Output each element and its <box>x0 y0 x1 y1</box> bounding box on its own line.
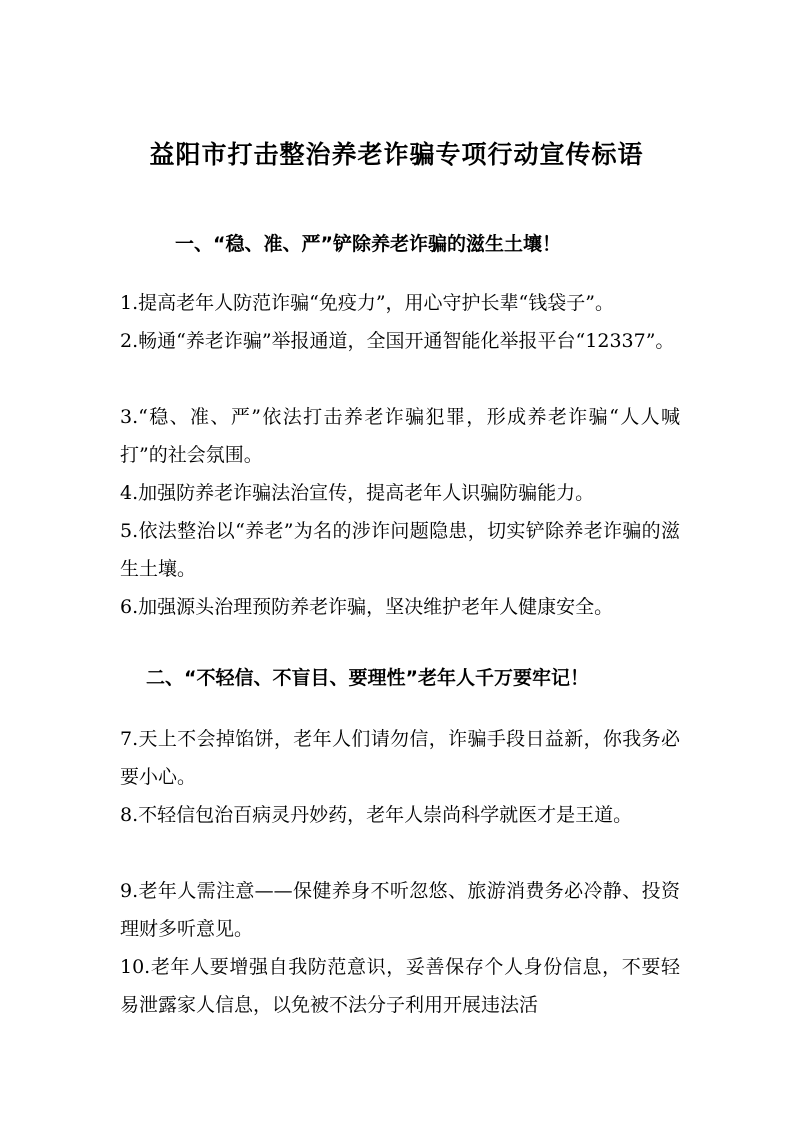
section-heading-2: 二、“不轻信、不盲目、要理性”老年人千万要牢记！ <box>146 667 589 689</box>
slogan-item-5: 5.依法整治以“养老”为名的涉诈问题隐患，切实铲除养老诈骗的滋生土壤。 <box>120 520 680 580</box>
slogan-item-4: 4.加强防养老诈骗法治宣传，提高老年人识骗防骗能力。 <box>120 482 595 504</box>
slogan-item-9: 9.老年人需注意——保健养身不听忽悠、旅游消费务必冷静、投资理财多听意见。 <box>120 880 680 940</box>
slogan-item-3: 3.“稳、准、严”依法打击养老诈骗犯罪，形成养老诈骗“人人喊打”的社会氛围。 <box>120 406 680 466</box>
slogan-item-8: 8.不轻信包治百病灵丹妙药，老年人崇尚科学就医才是王道。 <box>120 804 633 826</box>
section-heading-1: 一、“稳、准、严”铲除养老诈骗的滋生土壤！ <box>175 233 561 255</box>
slogan-item-1: 1.提高老年人防范诈骗“免疫力”，用心守护长辈“钱袋子”。 <box>120 292 614 314</box>
document-title: 益阳市打击整治养老诈骗专项行动宣传标语 <box>149 140 644 169</box>
slogan-item-6: 6.加强源头治理预防养老诈骗，坚决维护老年人健康安全。 <box>120 596 614 618</box>
slogan-item-7: 7.天上不会掉馅饼，老年人们请勿信，诈骗手段日益新，你我务必要小心。 <box>120 728 680 788</box>
slogan-item-2: 2.畅通“养老诈骗”举报通道，全国开通智能化举报平台“12337”。 <box>120 330 675 352</box>
slogan-item-10: 10.老年人要增强自我防范意识，妥善保存个人身份信息，不要轻易泄露家人信息，以免被不法分子利用开展违法活 <box>120 956 680 1016</box>
